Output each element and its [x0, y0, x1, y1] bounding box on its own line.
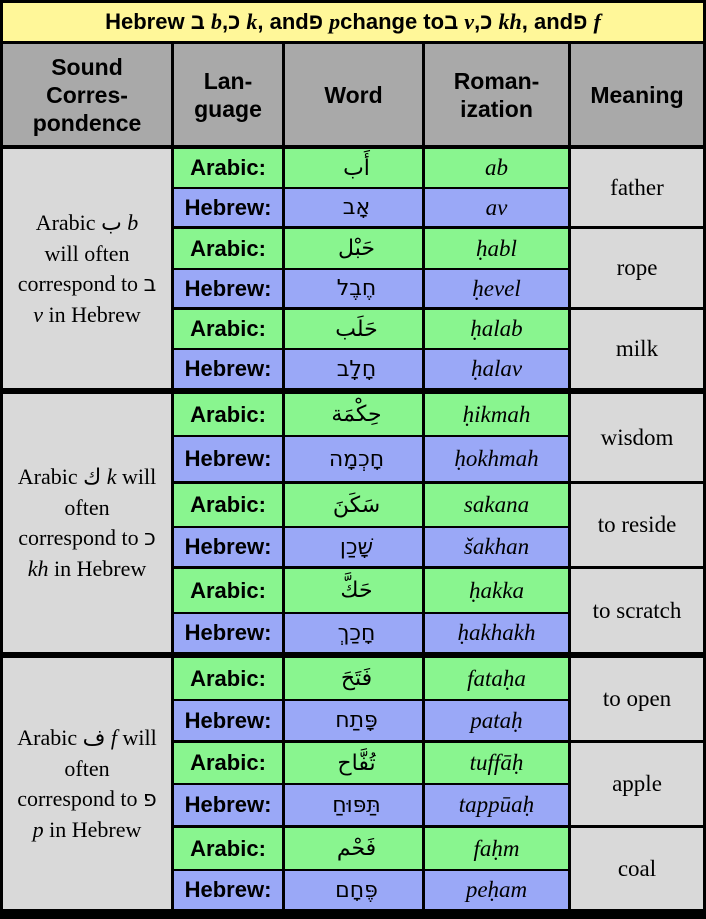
title-letter-bet: ב: [444, 9, 459, 34]
language-label-arabic: Arabic:: [174, 828, 285, 869]
corr-text: in Hebrew: [43, 301, 141, 327]
corr-text: will: [116, 464, 157, 489]
arabic-romanization: fataḥa: [425, 658, 571, 699]
language-label-hebrew: Hebrew:: [174, 526, 285, 566]
corr-arabic-letter: ب: [101, 210, 122, 236]
title-b: b: [210, 9, 222, 34]
corr-text: in Hebrew: [43, 816, 142, 842]
header-row: [3, 44, 703, 145]
hebrew-romanization: pataḥ: [425, 699, 571, 740]
header-romanization: [425, 44, 571, 145]
hebrew-romanization: ḥakhakh: [425, 612, 571, 652]
corr-line-2: often: [64, 755, 110, 781]
corr-sound: kh: [27, 556, 49, 581]
title-letter-kaf: כ: [228, 9, 241, 34]
corr-text: correspond to: [17, 270, 144, 296]
hebrew-word: חָכַךְ: [285, 612, 425, 652]
corr-line-1: [7, 723, 167, 754]
corr-text: Arabic: [17, 464, 84, 489]
language-label-arabic: Arabic:: [174, 229, 285, 268]
title-mid: change to: [340, 9, 445, 34]
hebrew-word: פֶּחָם: [285, 869, 425, 909]
title-letter-pe: פ: [308, 9, 324, 34]
arabic-word: فَتَحَ: [285, 658, 425, 699]
arabic-word: سَكَنَ: [285, 484, 425, 526]
header-line: Corres-: [46, 81, 128, 108]
corr-text: will: [117, 724, 157, 750]
corr-sound: p: [32, 816, 44, 842]
corr-line-4: [7, 554, 167, 584]
corr-line-4: [7, 300, 167, 330]
corr-text: in Hebrew: [48, 556, 147, 581]
corr-hebrew-letter: ב: [143, 271, 157, 297]
corr-text: Arabic: [17, 724, 83, 750]
language-label-arabic: Arabic:: [174, 310, 285, 348]
corr-sound: f: [110, 724, 118, 750]
hebrew-romanization: šakhan: [425, 526, 571, 566]
corr-line-4: [7, 815, 167, 845]
hebrew-word: אָב: [285, 187, 425, 226]
title-f: f: [593, 9, 601, 34]
hebrew-romanization: ḥokhmah: [425, 435, 571, 481]
title-v: v: [464, 9, 475, 34]
hebrew-word: חָלָב: [285, 348, 425, 388]
title-sep: , and: [521, 9, 574, 34]
header-line: pondence: [32, 109, 142, 136]
meaning-cell: coal: [571, 828, 703, 909]
bottom-edge: [0, 914, 706, 919]
meaning-cell: rope: [571, 229, 703, 307]
arabic-row: [3, 149, 703, 187]
language-label-arabic: Arabic:: [174, 484, 285, 526]
arabic-romanization: faḥm: [425, 828, 571, 869]
hebrew-word: חָכְמָה: [285, 435, 425, 481]
corr-hebrew-letter: כ: [144, 526, 156, 551]
arabic-romanization: sakana: [425, 484, 571, 526]
arabic-row: [3, 658, 703, 699]
meaning-cell: father: [571, 149, 703, 226]
header-line: Lan-: [203, 67, 253, 94]
arabic-word: حَلَب: [285, 310, 425, 348]
header-line: guage: [194, 95, 262, 122]
corr-arabic-letter: ف: [82, 725, 106, 751]
arabic-word: تُفَّاح: [285, 743, 425, 783]
hebrew-word: שָׁכַן: [285, 526, 425, 566]
title-k: k: [246, 9, 258, 34]
corr-line-2: often: [64, 495, 110, 520]
arabic-romanization: ḥakka: [425, 569, 571, 612]
corr-text: Arabic: [35, 209, 102, 235]
meaning-cell: milk: [571, 310, 703, 388]
arabic-romanization: ḥabl: [425, 229, 571, 268]
hebrew-romanization: av: [425, 187, 571, 226]
corr-line-3: [7, 784, 167, 815]
corr-line-1: [7, 462, 167, 493]
meaning-cell: apple: [571, 743, 703, 825]
hebrew-romanization: ḥevel: [425, 268, 571, 307]
arabic-romanization: ḥikmah: [425, 394, 571, 435]
language-label-hebrew: Hebrew:: [174, 869, 285, 909]
meaning-cell: to reside: [571, 484, 703, 566]
language-label-hebrew: Hebrew:: [174, 783, 285, 825]
language-label-arabic: Arabic:: [174, 569, 285, 612]
sound-correspondence-cell: [3, 394, 174, 652]
title-letter-pe: פ: [573, 9, 588, 34]
meaning-cell: wisdom: [571, 394, 703, 481]
corr-sound: v: [33, 301, 43, 327]
header-meaning: Meaning: [571, 44, 703, 145]
corr-arabic-letter: ك: [83, 465, 102, 490]
header-line: Roman-: [453, 67, 540, 94]
table-body: [3, 145, 703, 909]
arabic-romanization: ab: [425, 149, 571, 187]
hebrew-romanization: ḥalav: [425, 348, 571, 388]
sound-correspondence-cell: [3, 658, 174, 909]
language-label-arabic: Arabic:: [174, 149, 285, 187]
language-label-arabic: Arabic:: [174, 394, 285, 435]
arabic-word: أَب: [285, 149, 425, 187]
header-language: [174, 44, 285, 145]
sound-correspondence-cell: [3, 149, 174, 388]
arabic-romanization: tuffāḥ: [425, 743, 571, 783]
language-label-hebrew: Hebrew:: [174, 699, 285, 740]
header-line: ization: [460, 95, 533, 122]
correspondence-table: [3, 44, 703, 909]
hebrew-romanization: tappūaḥ: [425, 783, 571, 825]
title-kh: kh: [498, 9, 522, 34]
arabic-word: حِكْمَة: [285, 394, 425, 435]
corr-text: correspond to: [17, 785, 144, 811]
arabic-romanization: ḥalab: [425, 310, 571, 348]
table-title: [3, 3, 703, 41]
language-label-hebrew: Hebrew:: [174, 268, 285, 307]
corr-line-1: [7, 208, 167, 239]
arabic-row: [3, 394, 703, 435]
title-letter-kaf: כ: [480, 9, 493, 34]
title-letter-bet: ב: [190, 9, 205, 34]
arabic-word: فَحْم: [285, 828, 425, 869]
language-label-arabic: Arabic:: [174, 658, 285, 699]
corr-line-2: will often: [44, 240, 130, 266]
hebrew-romanization: peḥam: [425, 869, 571, 909]
arabic-word: حَكَّ: [285, 569, 425, 612]
hebrew-word: תַּפּוּחַ: [285, 783, 425, 825]
corr-line-3: [7, 523, 167, 554]
title-sep: ,: [474, 9, 481, 34]
header-word: Word: [285, 44, 425, 145]
header-line: Sound: [51, 53, 123, 80]
hebrew-word: פָּתַח: [285, 699, 425, 740]
title-sep: , and: [257, 9, 309, 34]
corr-line-3: [7, 269, 167, 300]
title-p: p: [329, 9, 341, 34]
language-label-hebrew: Hebrew:: [174, 435, 285, 481]
corr-sound: b: [127, 209, 139, 235]
meaning-cell: to open: [571, 658, 703, 740]
title-sep: ,: [221, 9, 229, 34]
meaning-cell: to scratch: [571, 569, 703, 652]
arabic-word: حَبْل: [285, 229, 425, 268]
corr-hebrew-letter: פ: [143, 786, 157, 812]
corr-text: correspond to: [18, 525, 145, 550]
title-prefix: Hebrew: [105, 9, 185, 34]
corr-sound: k: [106, 464, 117, 489]
language-label-hebrew: Hebrew:: [174, 187, 285, 226]
hebrew-word: חֶבֶל: [285, 268, 425, 307]
header-sound-correspondence: [3, 44, 174, 145]
language-label-arabic: Arabic:: [174, 743, 285, 783]
language-label-hebrew: Hebrew:: [174, 348, 285, 388]
language-label-hebrew: Hebrew:: [174, 612, 285, 652]
